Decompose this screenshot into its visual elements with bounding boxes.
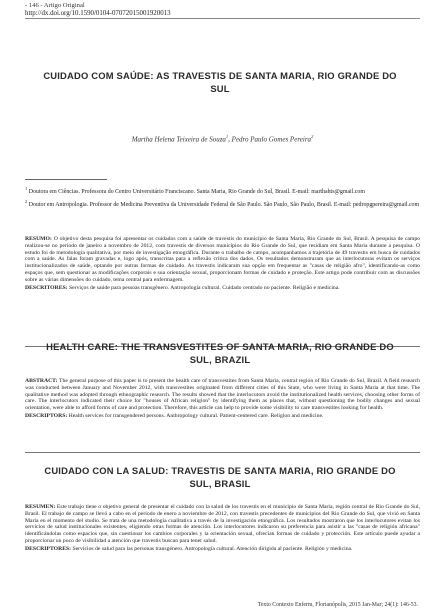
descriptors-paragraph bbox=[25, 413, 420, 420]
title-english: HEALTH CARE: THE TRANSVESTITES OF SANTA MARIA, RIO GRANDE DO SUL, BRAZIL bbox=[46, 341, 394, 365]
journal-footer: Texto Contexto Enferm, Florianópolis, 2015 Jan-Mar; 24(1): 146-53. bbox=[257, 602, 418, 608]
descritores-label: DESCRITORES: bbox=[25, 284, 69, 291]
descriptors-label: DESCRIPTORS: bbox=[25, 412, 69, 419]
footnote-rule bbox=[25, 179, 107, 180]
footnote-2-text: Doutor em Antropologia. Professor de Medicina Preventiva da Universidade Federal de São Paulo. São Paulo, São Paulo, Brasil. E-mail: pedropgpereira@gmail.com bbox=[28, 201, 420, 208]
title-spanish: CUIDADO CON LA SALUD: TRAVESTIS DE SANTA MARIA, RIO GRANDE DO SUL, BRASIL bbox=[44, 465, 396, 489]
resumo-paragraph bbox=[25, 236, 420, 284]
author-separator: , bbox=[228, 135, 232, 144]
descritores-text: Serviços de saúde para pessoas transgênero. Antropologia cultural. Cuidado centrado no paciente. Religião e medicina. bbox=[69, 284, 340, 291]
author-2-sup: 2 bbox=[311, 134, 314, 139]
author-1: Martha Helena Teixeira de Souza bbox=[131, 135, 226, 144]
abstract-text: The general purpose of this paper is to present the health care of transvestites from Santa Maria, central region of Rio Grande do Sul, Brazil. A field research was conducted between January and November 2012, with transvestites originated from different cities of this State, who were living in Santa Maria at that time. The qualitative method was adopted through ethnographic research. The results showed that the interlocutors avoid the institutionalized health services, choosing other forms of care. The interlocutors indicated their choice for "houses of African religion" by identifying them as places that, without questioning the bodily changes and sexual orientation, were able to afford forms of care and protection. Therefore, this article can help to provide some visibility to care transvestites looking for health. bbox=[25, 378, 420, 412]
authors-line bbox=[25, 134, 420, 143]
footnote-1-text: Doutora em Ciências. Professora do Centro Universitário Franciscano. Santa Maria, Rio Grande do Sul, Brasil. E-mail: marthahts@gmail.com bbox=[28, 188, 365, 195]
descriptores-es-text: Servicios de salud para las personas transgénero. Antropología cultural. Atención dirigida al paciente. Religión y medicina. bbox=[72, 545, 353, 552]
resumen-label: RESUMEN: bbox=[25, 504, 57, 510]
resumen-text: Este trabajo tiene o objetivo general de presentar el cuidado con la salud de los travestis en el municipio de Santa Maria, región central de Rio Grande do Sul, Brasil. El trabajo de campo se llevó a cabo en el periodo de enero a noviembre de 2012, con travestis precedentes de municipios del Rio Grande do Sul, que vivió en Santa Maria en el momento del studio. Se trata de una metodología cualitativa a través de la investigación etnográfica. Los resultados mostraron que los interlocutores evitan los servicios de salud institucionales existentes, eligiendo otras formas de atención. Los interlocutores indicaron su preferencia para asistir a las "casas de religión africana" identificándolas como espacios que, sin cuestionar los cambios corporales y la orientación sexual, ofrecían formas de cuidado y protección. Este artículo puede ayudar a proporcionar un poco de visibilidad a atención que travestis buscan para tener salud. bbox=[25, 504, 420, 544]
section-rule-es bbox=[25, 452, 420, 453]
abstract-english bbox=[25, 378, 420, 420]
resumo-label: RESUMO: bbox=[25, 236, 54, 242]
doi-link[interactable]: http://dx.doi.org/10.1590/0104-07072015001920013 bbox=[25, 10, 171, 17]
descriptors-text: Health services for transgendered persons. Anthropology cultural. Patient-centered care. Religion and medicine. bbox=[68, 412, 324, 419]
resumo-text: O objetivo desta pesquisa foi apresentar os cuidados com a saúde de travestis do município de Santa Maria, Rio Grande do Sul, Brasil. A pesquisa de campo realizou-se no período de janeiro a novembro de 2012, com travestis de diversos municípios do Rio Grande do Sul, que residiam em Santa Maria durante a pesquisa. O estudo foi de metodologia qualitativa, por meio de investigação etnográfica. Durante o trabalho de campo, acompanhamos a trajetória de 49 travestis em busca de cuidados com a saúde. As falas foram gravadas e, logo após, transcritas para a reflexão crítica dos dados. Os resultados demonstraram que as interlocutoras evitam os serviços institucionalizados de saúde, optando por outras formas de cuidado. As travestis indicaram sua opção em frequentar as "casas de religião afro", identificando-as como espaços que, sem questionar as modificações corporais e sua orientação sexual, proporcionam formas de cuidado e proteção. Este artigo pode contribuir com as discussões sobre as várias dimensões do cuidado, tema central para enfermagem. bbox=[25, 236, 421, 283]
descritores-paragraph bbox=[25, 285, 420, 292]
running-head: - 146 - Artigo Original bbox=[25, 2, 85, 9]
abstract-portuguese bbox=[25, 236, 420, 291]
footnote-1 bbox=[25, 185, 420, 197]
resumen-paragraph bbox=[25, 504, 420, 545]
descriptores-es-label: DESCRIPTORES: bbox=[25, 545, 73, 552]
author-1-sup: 1 bbox=[225, 134, 229, 139]
abstract-paragraph bbox=[25, 378, 420, 412]
footnote-1-sup: 1 bbox=[25, 186, 28, 191]
footnotes bbox=[25, 185, 420, 210]
abstract-label: ABSTRACT: bbox=[25, 378, 60, 384]
footnote-2 bbox=[25, 198, 420, 210]
abstract-spanish bbox=[25, 504, 420, 553]
footnote-2-sup: 2 bbox=[25, 198, 28, 204]
author-2: Pedro Paulo Gomes Pereira bbox=[231, 135, 312, 144]
header-rule bbox=[25, 18, 420, 19]
title-portuguese: CUIDADO COM SAÚDE: AS TRAVESTIS DE SANTA MARIA, RIO GRANDE DO SUL bbox=[43, 70, 397, 94]
descriptores-paragraph bbox=[25, 546, 420, 553]
